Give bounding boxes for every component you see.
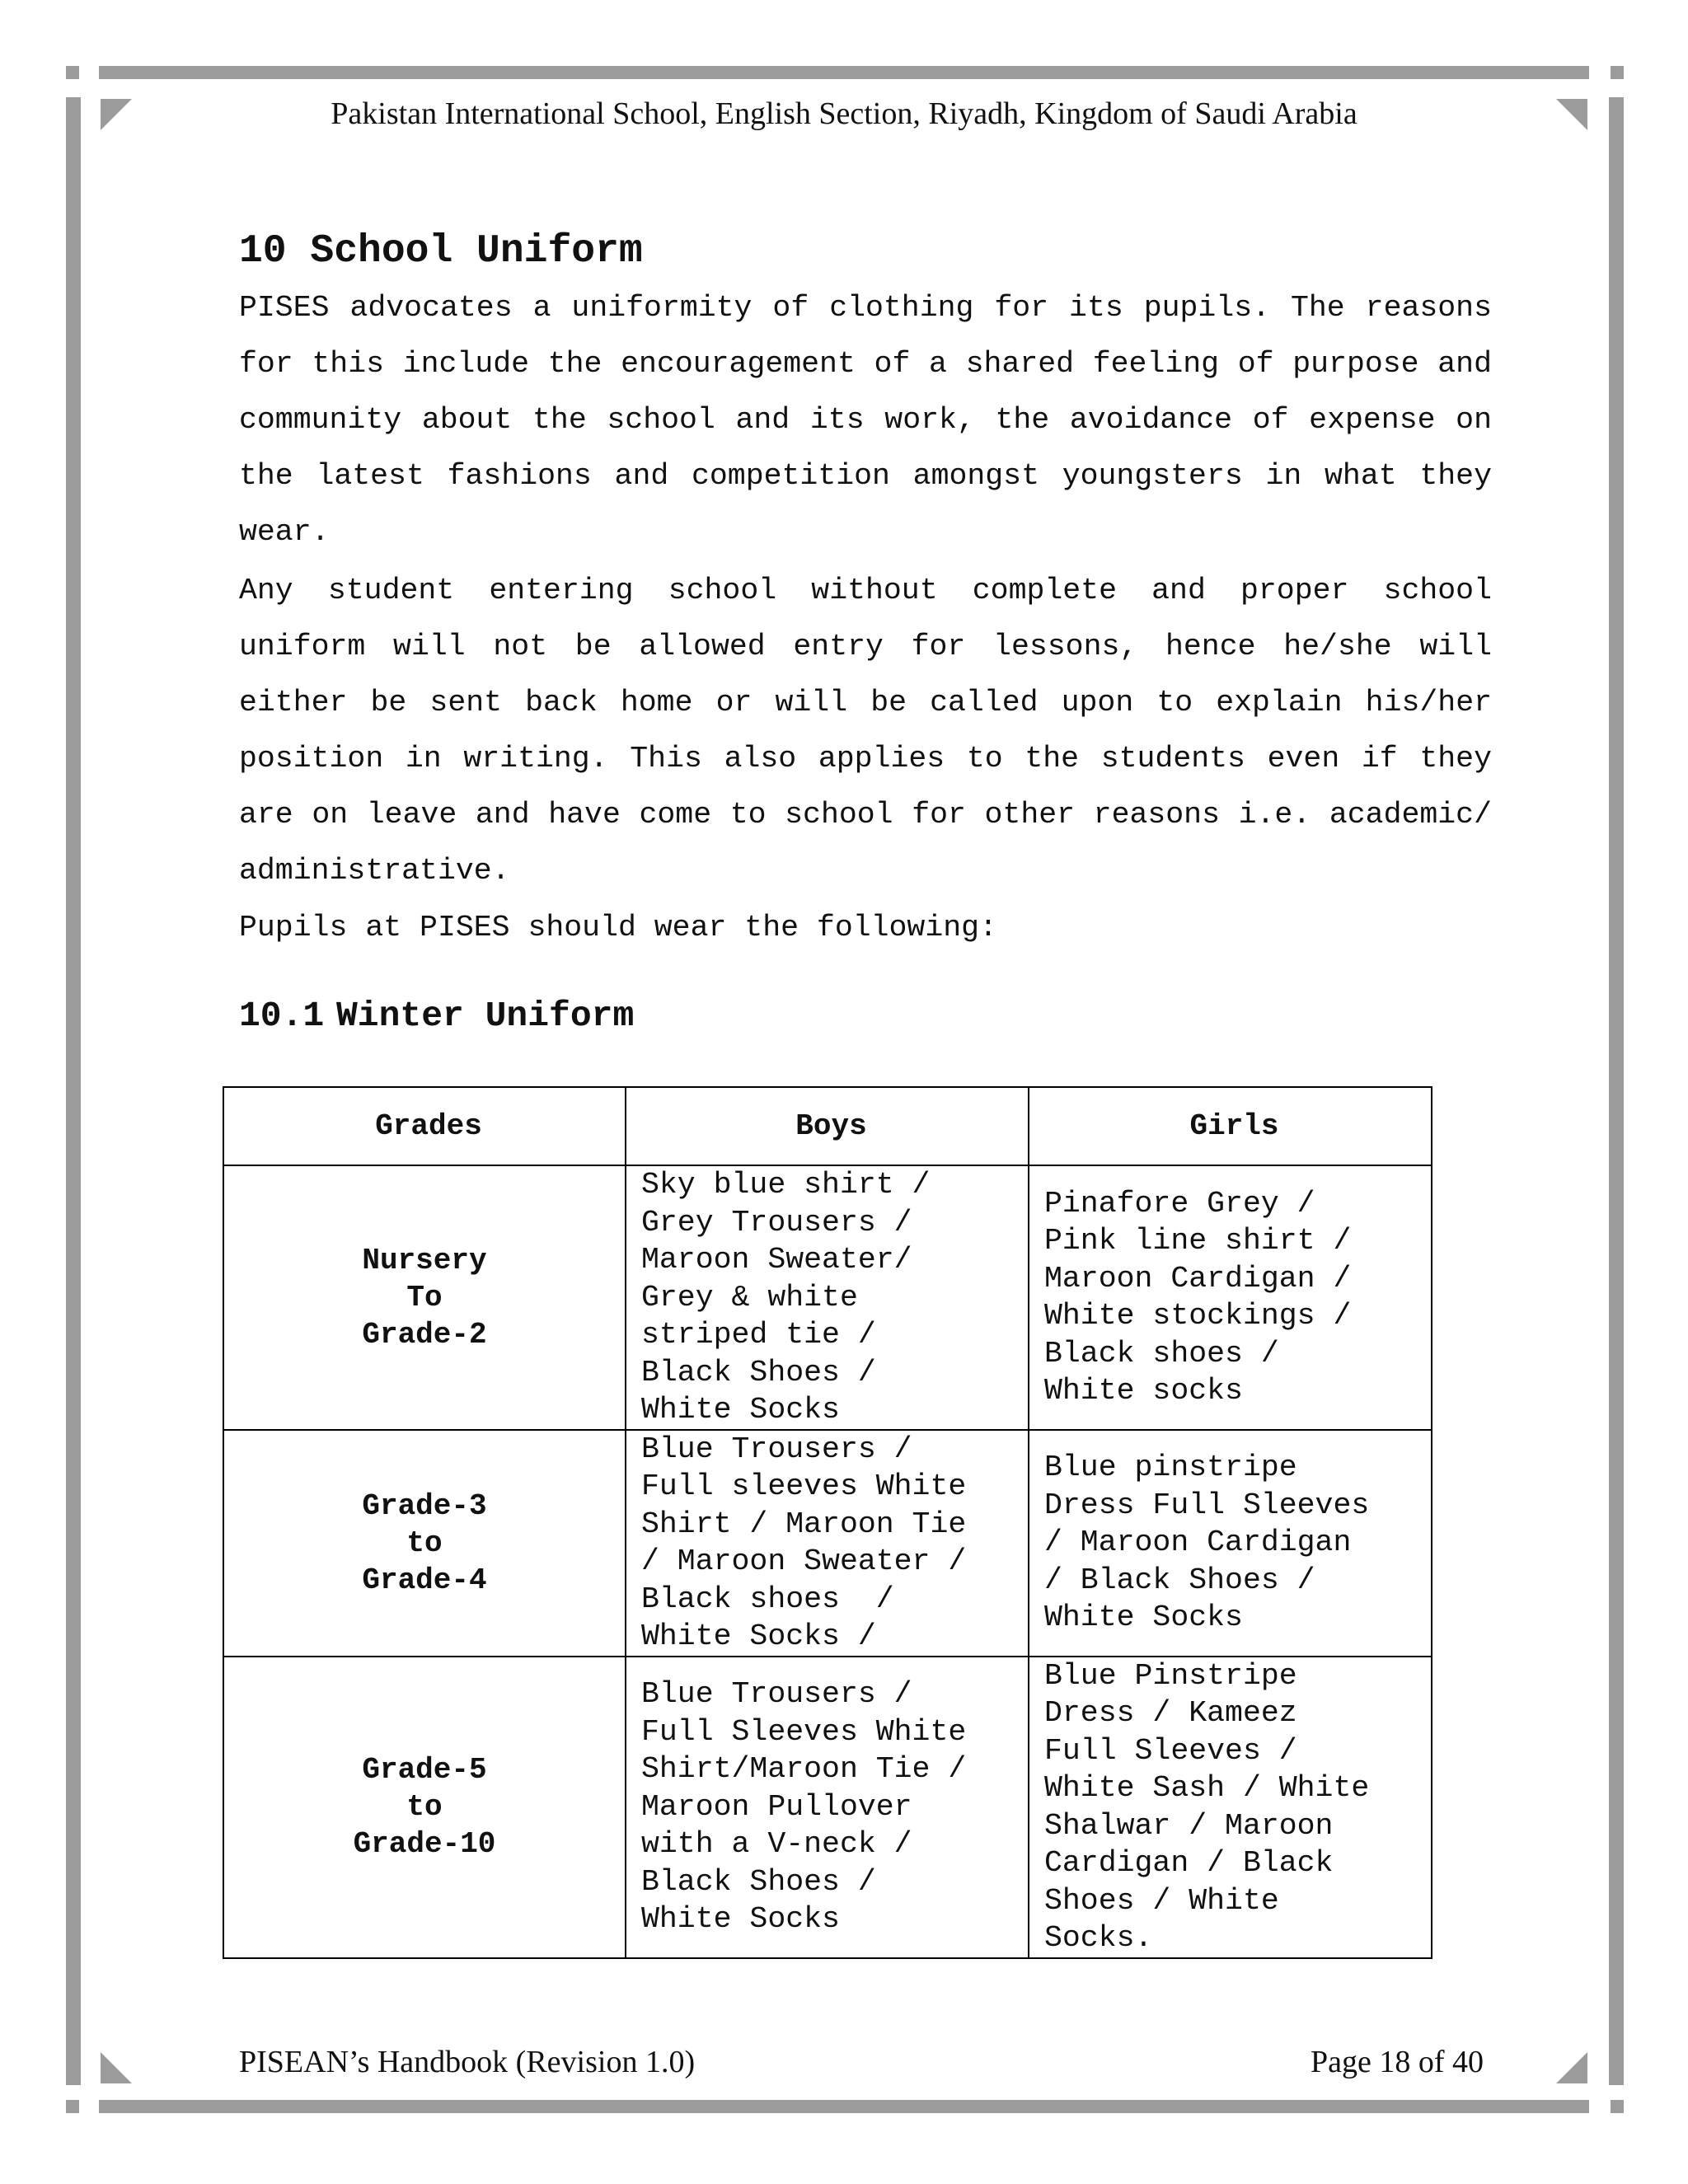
grade-line: Grade-10 bbox=[353, 1827, 496, 1861]
column-header: Girls bbox=[1029, 1087, 1432, 1165]
footer-page-number: Page 18 of 40 bbox=[1310, 2045, 1484, 2079]
frame-left-bar bbox=[66, 97, 81, 2085]
boys-item: striped tie / bbox=[641, 1318, 876, 1352]
frame-corner-square bbox=[1611, 66, 1624, 79]
boys-item: Full Sleeves White bbox=[641, 1714, 967, 1749]
footer-handbook-title: PISEAN’s Handbook (Revision 1.0) bbox=[239, 2045, 696, 2079]
frame-corner-square bbox=[66, 2100, 79, 2113]
boys-cell bbox=[626, 1657, 1029, 1958]
girls-item: Shoes / White bbox=[1044, 1883, 1279, 1918]
table-header-row bbox=[223, 1087, 1432, 1165]
boys-item: Shirt / Maroon Tie bbox=[641, 1507, 967, 1541]
girls-item: Full Sleeves / bbox=[1044, 1733, 1297, 1768]
grade-line: Grade-3 bbox=[362, 1488, 487, 1523]
boys-item: Sky blue shirt / bbox=[641, 1168, 931, 1202]
boys-item: Black Shoes / bbox=[641, 1355, 876, 1390]
subsection-label: Winter Uniform bbox=[336, 996, 635, 1036]
table-row bbox=[223, 1165, 1432, 1430]
boys-item: Blue Trousers / bbox=[641, 1432, 912, 1466]
frame-bottom-bar bbox=[99, 2100, 1589, 2113]
boys-item: Grey Trousers / bbox=[641, 1205, 912, 1240]
girls-item: White Sash / White bbox=[1044, 1771, 1370, 1805]
frame-corner-triangle bbox=[1556, 2052, 1587, 2083]
frame-corner-square bbox=[1611, 2100, 1624, 2113]
boys-item: Maroon Pullover bbox=[641, 1789, 912, 1824]
boys-item: White Socks / bbox=[641, 1619, 876, 1653]
boys-item: White Socks bbox=[641, 1902, 840, 1937]
boys-item: Black Shoes / bbox=[641, 1864, 876, 1899]
paragraph: Pupils at PISES should wear the following: bbox=[239, 911, 997, 944]
grade-line: to bbox=[406, 1526, 443, 1560]
boys-item: Blue Trousers / bbox=[641, 1677, 912, 1712]
running-header: Pakistan International School, English Section, Riyadh, Kingdom of Saudi Arabia bbox=[331, 96, 1357, 131]
grade-cell bbox=[223, 1657, 626, 1958]
girls-item: Blue pinstripe bbox=[1044, 1451, 1297, 1485]
table-row bbox=[223, 1657, 1432, 1958]
paragraph: Any student entering school without complete and proper school uniform will not be allowed entry for lessons, hence he/she will either be sent back home or will be called upon to explain his/her position in writing. This also applies to the students even if they are on leave and have come to school for other reasons i.e. academic/ administrative. bbox=[239, 574, 1492, 888]
girls-item: White stockings / bbox=[1044, 1299, 1352, 1333]
grade-line: To bbox=[406, 1280, 443, 1315]
paragraph: PISES advocates a uniformity of clothing for its pupils. The reasons for this include the encouragement of a shared feeling of purpose and community about the school and its work, the avoidance of expense on the latest fashions and competition amongst youngsters in what they wear. bbox=[239, 291, 1492, 549]
girls-cell bbox=[1029, 1165, 1432, 1430]
girls-item: Pink line shirt / bbox=[1044, 1224, 1352, 1258]
table-row bbox=[223, 1430, 1432, 1657]
girls-item: Blue Pinstripe bbox=[1044, 1658, 1297, 1693]
girls-cell bbox=[1029, 1430, 1432, 1657]
girls-item: / Maroon Cardigan bbox=[1044, 1526, 1352, 1560]
frame-right-bar bbox=[1609, 97, 1624, 2085]
grade-line: Grade-5 bbox=[362, 1753, 487, 1787]
grade-line: Grade-4 bbox=[362, 1563, 487, 1597]
boys-item: Maroon Sweater/ bbox=[641, 1243, 912, 1277]
boys-item: / Maroon Sweater / bbox=[641, 1544, 967, 1578]
grade-line: Nursery bbox=[362, 1243, 487, 1277]
boys-item: with a V-neck / bbox=[641, 1827, 912, 1862]
subsection-title bbox=[239, 996, 634, 1036]
uniform-table bbox=[223, 1086, 1432, 1959]
girls-item: Black shoes / bbox=[1044, 1336, 1279, 1371]
boys-cell bbox=[626, 1430, 1029, 1657]
boys-item: Grey & white bbox=[641, 1280, 858, 1315]
girls-item: White socks bbox=[1044, 1374, 1243, 1408]
boys-item: Black shoes / bbox=[641, 1582, 894, 1616]
girls-item: / Black Shoes / bbox=[1044, 1563, 1315, 1597]
frame-top-bar bbox=[99, 66, 1589, 79]
frame-corner-triangle bbox=[101, 2052, 132, 2083]
girls-item: Maroon Cardigan / bbox=[1044, 1261, 1352, 1296]
girls-item: Dress Full Sleeves bbox=[1044, 1488, 1370, 1522]
grade-cell bbox=[223, 1165, 626, 1430]
girls-item: Socks. bbox=[1044, 1921, 1153, 1955]
girls-item: Pinafore Grey / bbox=[1044, 1186, 1315, 1221]
subsection-number: 10.1 bbox=[239, 996, 325, 1036]
section-title: 10 School Uniform bbox=[239, 229, 643, 274]
frame-corner-square bbox=[66, 66, 79, 79]
column-header: Boys bbox=[626, 1087, 1029, 1165]
boys-item: Full sleeves White bbox=[641, 1469, 967, 1503]
grade-line: to bbox=[406, 1790, 443, 1824]
column-header: Grades bbox=[223, 1087, 626, 1165]
girls-item: Shalwar / Maroon bbox=[1044, 1808, 1334, 1843]
grade-cell bbox=[223, 1430, 626, 1657]
girls-item: White Socks bbox=[1044, 1601, 1243, 1635]
girls-cell bbox=[1029, 1657, 1432, 1958]
grade-line: Grade-2 bbox=[362, 1317, 487, 1352]
boys-cell bbox=[626, 1165, 1029, 1430]
girls-item: Dress / Kameez bbox=[1044, 1696, 1297, 1730]
boys-item: Shirt/Maroon Tie / bbox=[641, 1752, 967, 1787]
girls-item: Cardigan / Black bbox=[1044, 1846, 1334, 1880]
boys-item: White Socks bbox=[641, 1393, 840, 1427]
